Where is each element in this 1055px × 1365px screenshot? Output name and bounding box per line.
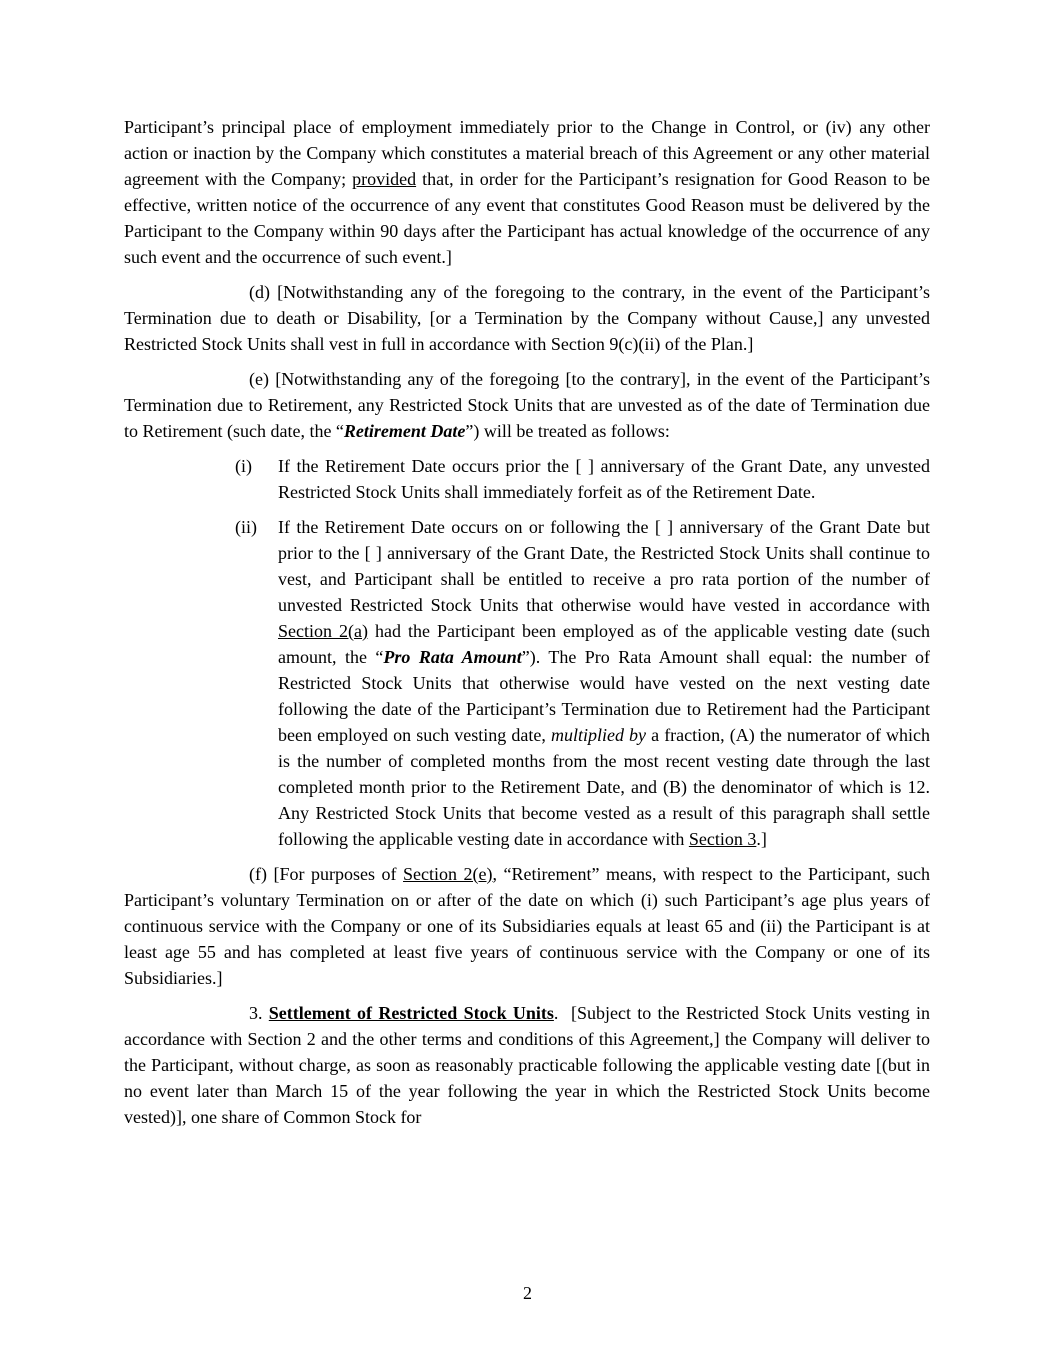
text-segment: Participant’s principal place of employment immediately prior to the Change in Control, or (iv) any other action or inaction by the Company which constitutes a material breach of this Agreement or any other material agreement with the Company; xyxy=(124,117,930,189)
text-segment: . [Subject to the Restricted Stock Units vesting in accordance with Section 2 and the other terms and conditions of this Agreement,] the Company will deliver to the Participant, without charge, as soon as reasonably practicable following the applicable vesting date [(but in no event later than March 15 of the year following the year in which the Restricted Stock Units become vested)], one share of Common Stock for xyxy=(124,1003,930,1127)
continuation-paragraph xyxy=(124,114,930,270)
text-segment-i: multiplied by xyxy=(550,725,647,745)
paragraph-e xyxy=(124,366,930,444)
text-segment: (e) [Notwithstanding any of the foregoing [to the contrary], in the event of the Participant’s Termination due to Retirement, any Restricted Stock Units that are unvested as of the date of Termination due to Retirement (such date, the “ xyxy=(124,369,930,441)
text-segment-u: Section 3 xyxy=(688,829,757,849)
paragraph-f xyxy=(124,861,930,991)
text-segment: a fraction, (A) the numerator of which is the number of completed months from the most recent vesting date through the last completed month prior to the Retirement Date, and (B) the denominator of which is 12. Any Restricted Stock Units that become vested as a result of this paragraph shall settle following the applicable vesting date in accordance with xyxy=(278,725,931,849)
text-segment-bu: Settlement of Restricted Stock Units xyxy=(268,1003,554,1023)
text-segment-bi: Retirement Date xyxy=(343,421,466,441)
text-segment: (d) [Notwithstanding any of the foregoing to the contrary, in the event of the Participant’s Termination due to death or Disability, [or a Termination by the Company without Cause,] any unvested Restricted Stock Units shall vest in full in accordance with Section 9(c)(ii) of the Plan.] xyxy=(124,282,930,354)
text-segment: If the Retirement Date occurs prior the [ ] anniversary of the Grant Date, any unvested Restricted Stock Units shall immediately forfeit as of the Retirement Date. xyxy=(278,456,930,502)
text-segment: had the Participant been employed as of the applicable vesting date (such amount, the “ xyxy=(278,621,930,667)
text-segment: ”) will be treated as follows: xyxy=(465,421,670,441)
list-item-ii xyxy=(235,514,931,852)
text-segment-u: provided xyxy=(352,169,417,189)
text-segment-bi: Pro Rata Amount xyxy=(383,647,522,667)
text-segment-u: Section 2(a) xyxy=(278,621,368,641)
list-item-i xyxy=(235,453,930,505)
text-segment: (f) [For purposes of xyxy=(249,864,404,884)
list-marker: (ii) xyxy=(235,517,257,537)
text-segment: 3. xyxy=(249,1003,269,1023)
text-segment: ”). The Pro Rata Amount shall equal: the number of Restricted Stock Units that otherwise would have vested on the next vesting date following the date of the Participant’s Termination due to Retirement had the Participant been employed on such vesting date, xyxy=(278,647,930,745)
paragraph-d xyxy=(124,279,930,357)
document-body xyxy=(124,114,930,1130)
text-segment: If the Retirement Date occurs on or following the [ ] anniversary of the Grant Date but prior to the [ ] anniversary of the Grant Date, the Restricted Stock Units shall continue to vest, and Participant shall be entitled to receive a pro rata portion of the number of unvested Restricted Stock Units that otherwise would have vested in accordance with xyxy=(278,517,930,615)
text-segment: , “Retirement” means, with respect to the Participant, such Participant’s voluntary Termination on or after of the date on which (i) such Participant’s age plus years of continuous service with the Company or one of its Subsidiaries equals at least 65 and (ii) the Participant is at least age 55 and has completed at least five years of continuous service with the Company or one of its Subsidiaries.] xyxy=(124,864,930,988)
paragraph-3-settlement xyxy=(124,1000,930,1130)
text-segment: that, in order for the Participant’s resignation for Good Reason to be effective, written notice of the occurrence of any event that constitutes Good Reason must be delivered by the Participant to the Company within 90 days after the Participant has actual knowledge of the occurrence of any such event and the occurrence of such event.] xyxy=(124,169,930,267)
page-number: 2 xyxy=(523,1283,532,1303)
text-segment: .] xyxy=(756,829,767,849)
list-marker: (i) xyxy=(235,456,252,476)
text-segment-u: Section 2(e) xyxy=(403,864,493,884)
